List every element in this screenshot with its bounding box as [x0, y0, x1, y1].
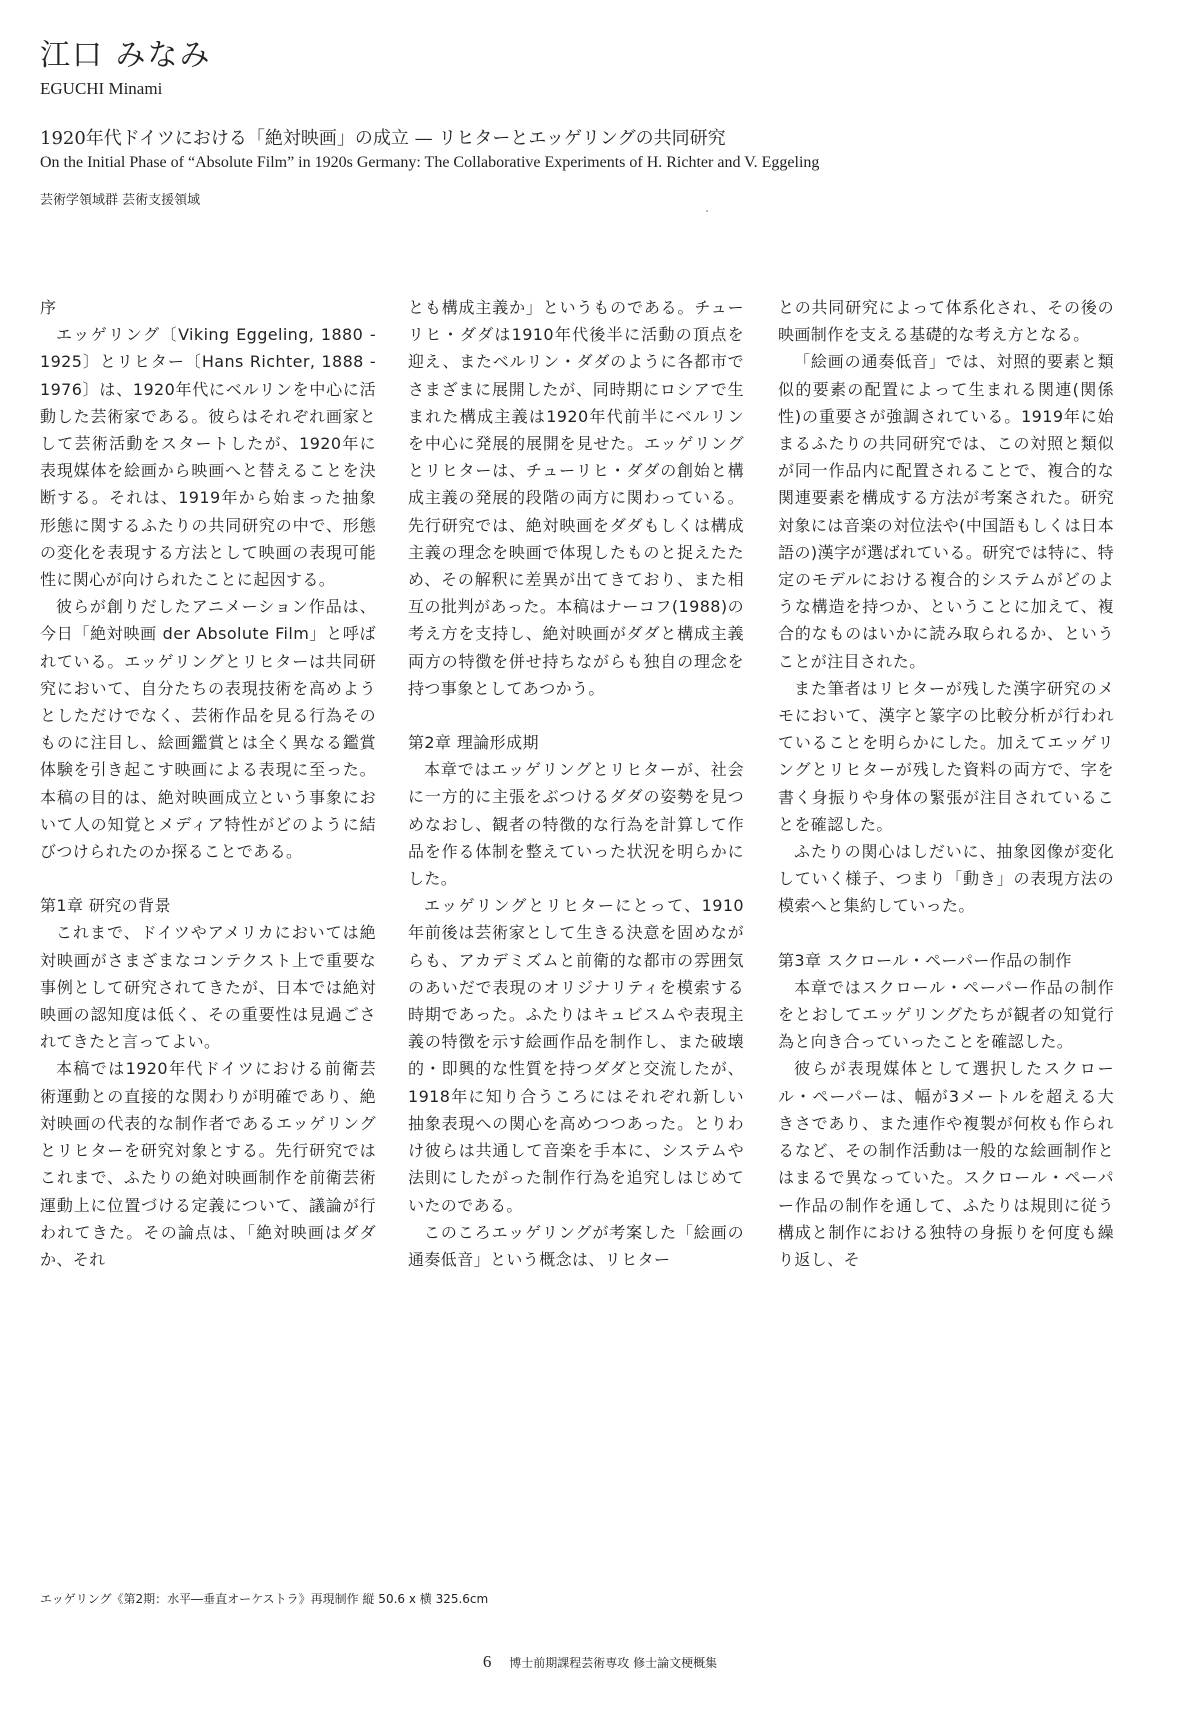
paragraph: このころエッゲリングが考案した「絵画の通奏低音」という概念は、リヒター [408, 1222, 744, 1269]
page-number: 6 [482, 1652, 492, 1671]
affiliation: 芸術学領域群 芸術支援領域 [40, 193, 201, 208]
section-heading-chapter1: 第1章 研究の背景 [40, 896, 171, 916]
paragraph: エッゲリング〔Viking Eggeling, 1880 - 1925〕とリヒター〔Hans Richter, 1888 - 1976〕は、1920年代にベルリンを中心に活動した芸術家である。彼らはそれぞれ画家として芸術活動をスタートしたが、1920年に表現媒体を絵画から映画へと替えることを決断する。それは、1919年から始まった抽象形態に関するふたりの共同研究の中で、形態の変化を表現する方法として映画の表現可能性に関心が向けられたことに起因する。 [40, 325, 376, 590]
paragraph: また筆者はリヒターが残した漢字研究のメモにおいて、漢字と篆字の比較分析が行われていることを明らかにした。加えてエッゲリングとリヒターが残した資料の両方で、字を書く身振りや身体の緊張が注目されていることを確認した。 [778, 678, 1114, 834]
paper-title-ja: 1920年代ドイツにおける「絶対映画」の成立 — リヒターとエッゲリングの共同研究 [40, 128, 726, 149]
paragraph: 彼らが創りだしたアニメーション作品は、今日「絶対映画 der Absolute Film」と呼ばれている。エッゲリングとリヒターは共同研究において、自分たちの表現技術を高めようとしただけでなく、芸術作品を見る行為そのものに注目し、絵画鑑賞とは全く異なる鑑賞体験を引き起こす映画による表現に至った。本稿の目的は、絶対映画成立という事象において人の知覚とメディア特性がどのように結びつけられたのか探ることである。 [40, 597, 376, 862]
author-name-ja: 江口 みなみ [40, 38, 212, 73]
figure-caption: エッゲリング《第2期：水平―垂直オーケストラ》再現制作 縦 50.6 x 横 325.6cm [40, 1592, 489, 1606]
page-footer [0, 1652, 1200, 1672]
paragraph: 本章ではエッゲリングとリヒターが、社会に一方的に主張をぶつけるダダの姿勢を見つめなおし、観者の特徴的な行為を計算して作品を作る体制を整えていった状況を明らかにした。 [408, 760, 744, 889]
section-heading-chapter2: 第2章 理論形成期 [408, 733, 539, 753]
author-name-en: EGUCHI Minami [40, 79, 163, 98]
section-heading-chapter3: 第3章 スクロール・ペーパー作品の制作 [778, 950, 1072, 970]
column-2 [408, 294, 744, 1273]
article-header [40, 36, 1160, 210]
paragraph: 本稿では1920年代ドイツにおける前衛芸術運動との直接的な関わりが明確であり、絶対映画の代表的な制作者であるエッゲリングとリヒターを研究対象とする。先行研究ではこれまで、ふたりの絶対映画制作を前衛芸術運動上に位置づける定義について、議論が行われてきた。その論点は、「絶対映画はダダか、それ [40, 1059, 376, 1269]
paragraph: 本章ではスクロール・ペーパー作品の制作をとおしてエッゲリングたちが観者の知覚行為と向き合っていったことを確認した。 [778, 977, 1114, 1052]
paragraph: エッゲリングとリヒターにとって、1910年前後は芸術家として生きる決意を固めながらも、アカデミズムと前衛的な都市の雰囲気のあいだで表現のオリジナリティを模索する時期であった。ふたりはキュビスムや表現主義の特徴を示す絵画作品を制作し、また破壊的・即興的な性質を持つダダと交流したが、1918年に知り合うころにはそれぞれ新しい抽象表現への関心を高めつつあった。とりわけ彼らは共通して音楽を手本に、システムや法則にしたがった制作行為を追究しはじめていたのである。 [408, 896, 744, 1215]
column-1 [40, 294, 376, 1273]
paragraph-continued: とも構成主義か」というものである。チューリヒ・ダダは1910年代後半に活動の頂点を迎え、またベルリン・ダダのように各都市でさまざまに展開したが、同時期にロシアで生まれた構成主義は1920年代前半にベルリンを中心に発展的展開を見せた。エッゲリングとリヒターは、チューリヒ・ダダの創始と構成主義の発展的段階の両方に関わっている。先行研究では、絶対映画をダダもしくは構成主義の理念を映画で体現したものと捉えたため、その解釈に差異が出てきており、また相互の批判があった。本稿はナーコフ(1988)の考え方を支持し、絶対映画がダダと構成主義両方の特徴を併せ持ちながらも独自の理念を持つ事象としてあつかう。 [408, 298, 744, 698]
paragraph: 「絵画の通奏低音」では、対照的要素と類似的要素の配置によって生まれる関連(関係性)の重要さが強調されている。1919年に始まるふたりの共同研究では、この対照と類似が同一作品内に配置されることで、複合的な関連要素を構成する方法が考案された。研究対象には音楽の対位法や(中国語もしくは日本語の)漢字が選ばれている。研究では特に、特定のモデルにおける複合的システムがどのような構造を持つか、ということに加えて、複合的なものはいかに読み取られるか、ということが注目された。 [778, 352, 1114, 671]
paragraph-continued: との共同研究によって体系化され、その後の映画制作を支える基礎的な考え方となる。 [778, 298, 1114, 345]
paragraph: 彼らが表現媒体として選択したスクロール・ペーパーは、幅が3メートルを超える大きさであり、また連作や複製が何枚も作られるなど、その制作活動は一般的な絵画制作とはまるで異なっていた。スクロール・ペーパー作品の制作を通して、ふたりは規則に従う構成と制作における独特の身振りを何度も繰り返し、そ [778, 1059, 1114, 1269]
paragraph: これまで、ドイツやアメリカにおいては絶対映画がさまざまなコンテクスト上で重要な事例として研究されてきたが、日本では絶対映画の認知度は低く、その重要性は見過ごされてきたと言ってよい。 [40, 923, 376, 1052]
publication-title: 博士前期課程芸術専攻 修士論文梗概集 [509, 1656, 718, 1670]
body-columns [40, 294, 1160, 1594]
paragraph: ふたりの関心はしだいに、抽象図像が変化していく様子、つまり「動き」の表現方法の模索へと集約していった。 [778, 842, 1114, 916]
paper-title-en: On the Initial Phase of “Absolute Film” in 1920s Germany: The Collaborative Experiments of H. Richter and V. Eggeling [40, 154, 820, 171]
scan-speck [706, 210, 708, 212]
column-3 [778, 294, 1114, 1273]
section-heading-intro: 序 [40, 298, 57, 317]
